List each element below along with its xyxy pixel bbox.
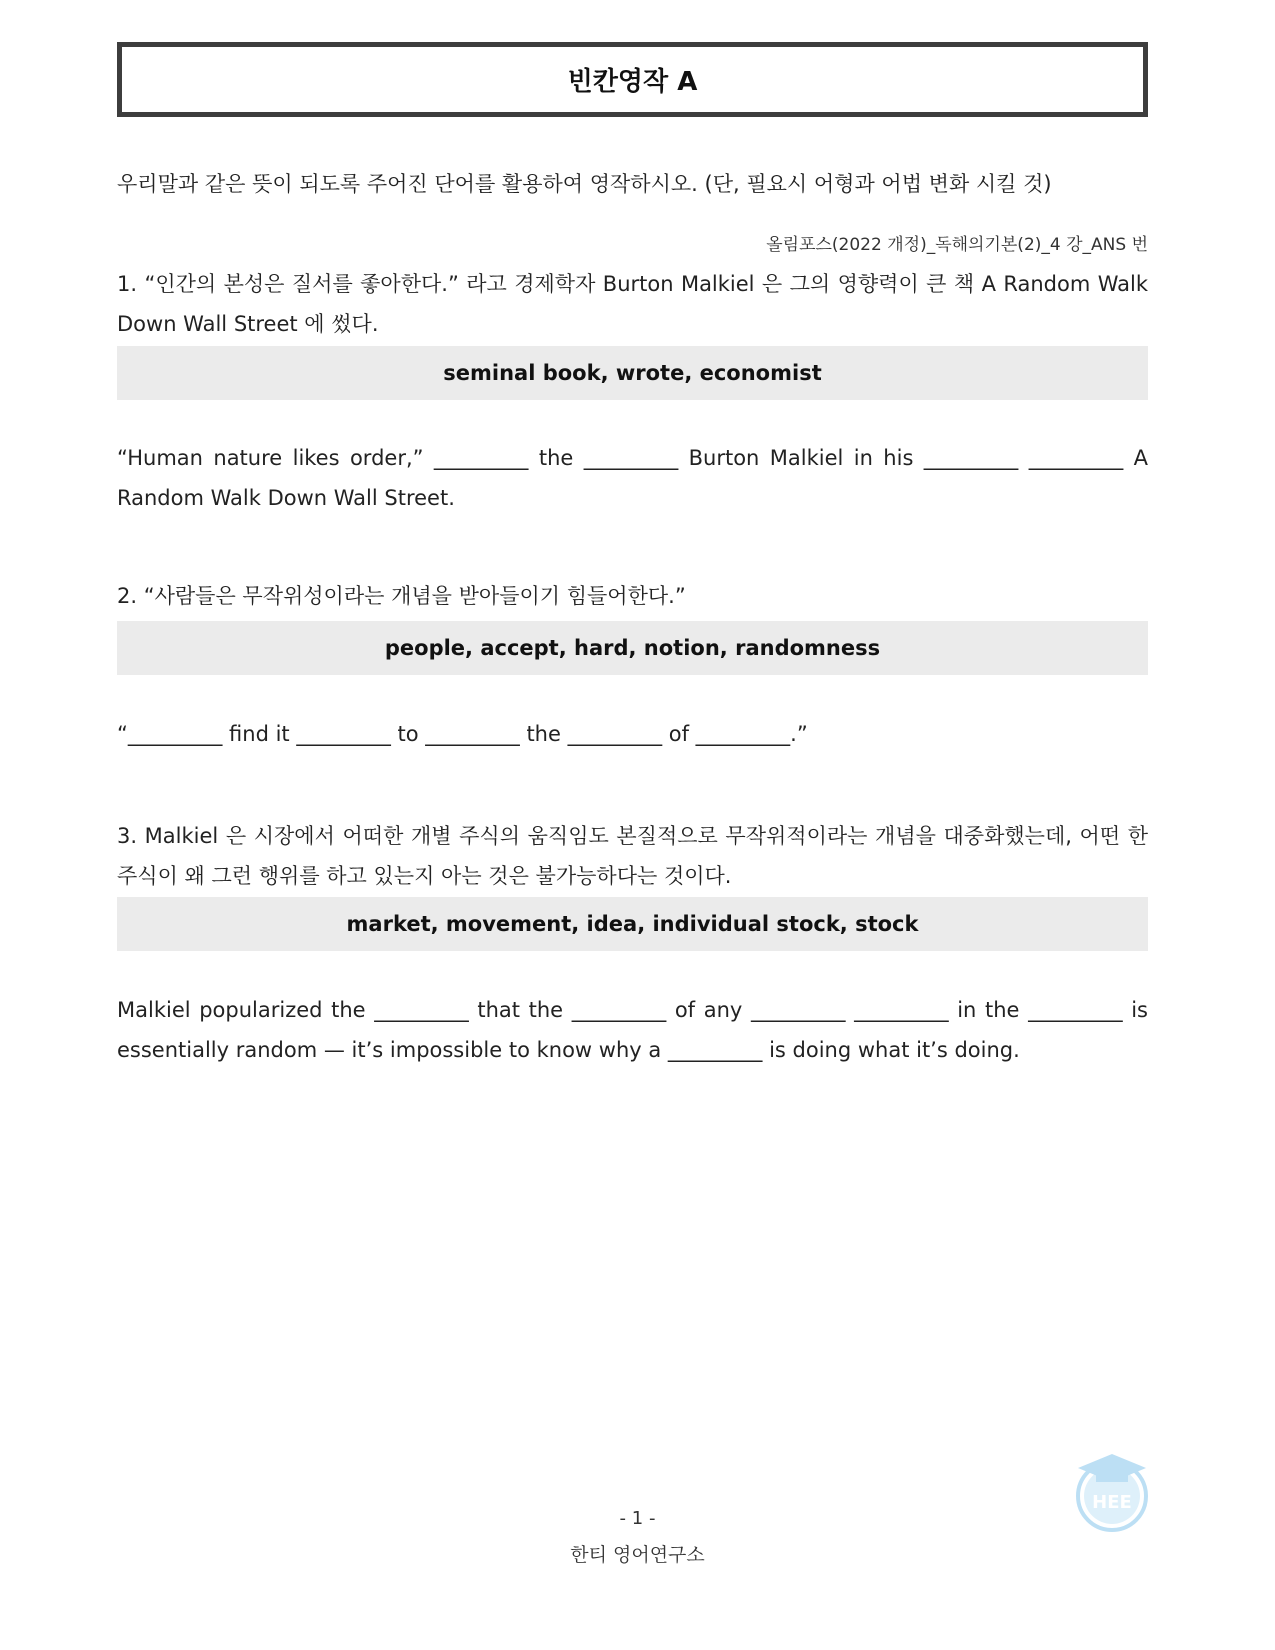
question-1-keywords: seminal book, wrote, economist: [117, 346, 1148, 400]
logo-text: HEE: [1092, 1492, 1132, 1513]
question-3-korean: 3. Malkiel 은 시장에서 어떠한 개별 주식의 움직임도 본질적으로 무작위적이라는 개념을 대중화했는데, 어떤 한 주식이 왜 그런 행위를 하고 있는지 아는 것은 불가능하다는 것이다.: [117, 824, 1148, 888]
question-1-korean: 1. “인간의 본성은 질서를 좋아한다.” 라고 경제학자 Burton Malkiel 은 그의 영향력이 큰 책 A Random Walk Down Wall Street 에 썼다.: [117, 272, 1148, 336]
instruction-text: 우리말과 같은 뜻이 되도록 주어진 단어를 활용하여 영작하시오. (단, 필요시 어형과 어법 변화 시킬 것): [117, 172, 1052, 196]
page-number: - 1 -: [619, 1508, 656, 1529]
question-2-korean: 2. “사람들은 무작위성이라는 개념을 받아들이기 힘들어한다.”: [117, 584, 686, 608]
publisher-name: 한티 영어연구소: [570, 1544, 705, 1566]
question-2-english: “_________ find it _________ to _________ the _________ of _________.”: [117, 722, 808, 746]
question-2-keywords: people, accept, hard, notion, randomness: [117, 621, 1148, 675]
source-label: 올림포스(2022 개정)_독해의기본(2)_4 강_ANS 번: [766, 235, 1148, 255]
question-3-english: Malkiel popularized the _________ that the _________ of any _________ _________ in the _________ is essentially random — it’s impossible to know why a _________ is doing what it’s doing.: [117, 998, 1148, 1062]
page-title: 빈칸영작 A: [567, 67, 698, 97]
question-1-english: “Human nature likes order,” _________ the _________ Burton Malkiel in his _________ _________ A Random Walk Down Wall Street.: [117, 446, 1148, 510]
hee-logo-icon: [1070, 1448, 1154, 1532]
question-3-keywords: market, movement, idea, individual stock, stock: [117, 897, 1148, 951]
title-box: [117, 42, 1148, 117]
